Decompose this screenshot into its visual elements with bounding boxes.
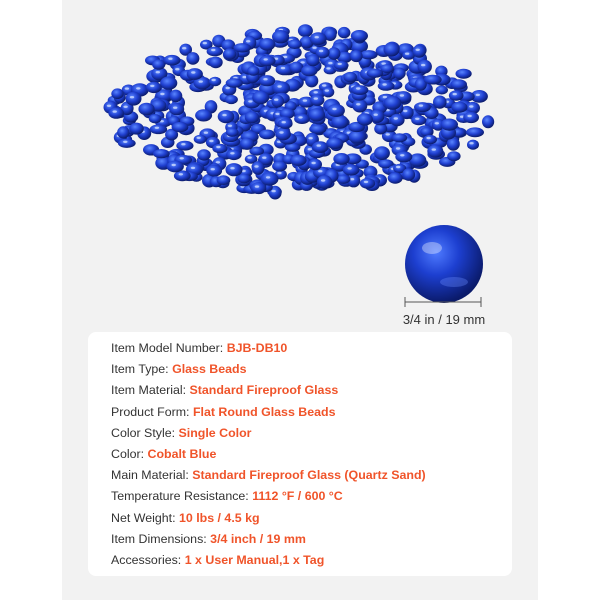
glass-bead — [259, 130, 275, 140]
spec-key: Item Material: — [111, 383, 187, 398]
glass-bead — [275, 128, 291, 141]
bead-highlight — [216, 161, 220, 163]
glass-bead — [449, 90, 464, 100]
spec-row — [111, 444, 426, 465]
glass-bead — [226, 163, 243, 176]
spec-key: Item Model Number: — [111, 341, 224, 355]
glass-bead — [424, 75, 442, 85]
glass-bead — [209, 77, 221, 87]
glass-bead — [212, 144, 227, 153]
glass-bead — [225, 95, 238, 104]
glass-bead — [436, 86, 448, 95]
glass-bead — [169, 103, 184, 115]
glass-bead — [328, 47, 341, 60]
bead-highlight — [467, 115, 471, 117]
glass-bead — [414, 102, 431, 112]
glass-bead — [252, 91, 269, 105]
spec-row — [111, 380, 426, 401]
bead-highlight — [123, 141, 127, 143]
bead-highlight — [263, 78, 267, 80]
bead-highlight — [347, 167, 351, 169]
bead-highlight — [230, 167, 234, 169]
glass-bead — [309, 124, 326, 134]
bead-highlight — [314, 97, 318, 99]
glass-bead — [206, 165, 222, 177]
bead-highlight — [396, 166, 400, 168]
bead-highlight — [400, 154, 404, 156]
spec-value: Flat Round Glass Beads — [192, 404, 336, 419]
glass-bead — [186, 52, 199, 65]
glass-bead — [374, 146, 390, 160]
glass-bead — [418, 60, 432, 74]
glass-bead — [160, 76, 177, 89]
glass-bead — [343, 164, 360, 175]
bead-highlight — [262, 157, 266, 159]
glass-bead — [413, 45, 426, 58]
glass-bead — [194, 135, 207, 144]
glass-bead — [388, 172, 403, 183]
bead-highlight — [279, 131, 283, 133]
bead-highlight — [315, 36, 319, 38]
glass-bead — [233, 43, 251, 52]
bead-highlight — [325, 89, 329, 91]
glass-bead — [402, 168, 415, 181]
glass-bead — [312, 141, 329, 153]
bead-highlight — [191, 71, 195, 73]
bead-highlight — [405, 53, 409, 55]
glass-bead — [252, 161, 265, 175]
glass-bead — [384, 43, 400, 57]
bead-highlight — [303, 99, 307, 101]
bead-highlight — [113, 110, 117, 112]
glass-bead — [261, 172, 279, 185]
bead-highlight — [175, 68, 179, 70]
glass-bead — [176, 141, 193, 151]
glass-bead — [259, 75, 275, 86]
bead-highlight — [453, 93, 457, 95]
bead-highlight — [211, 49, 215, 51]
spec-value: Cobalt Blue — [147, 446, 217, 461]
bead-highlight — [311, 162, 315, 164]
bead-highlight — [203, 42, 207, 44]
bead-highlight — [274, 99, 278, 101]
bead-highlight — [419, 104, 423, 106]
glass-bead — [350, 50, 363, 62]
bead-highlight — [396, 147, 400, 149]
glass-bead — [310, 32, 327, 45]
bead-highlight — [266, 176, 270, 178]
glass-bead — [218, 110, 235, 123]
glass-bead — [395, 151, 412, 162]
glass-bead — [301, 65, 317, 76]
glass-bead — [245, 111, 259, 123]
glass-bead — [271, 95, 284, 108]
bead-highlight — [426, 137, 430, 139]
glass-bead — [392, 133, 407, 142]
glass-bead — [467, 140, 479, 150]
spec-row — [111, 486, 426, 507]
bead-highlight — [228, 125, 232, 127]
glass-bead — [351, 30, 368, 42]
bead-highlight — [469, 105, 473, 107]
spec-value: 1 x User Manual,1 x Tag — [184, 552, 325, 567]
bead-highlight — [180, 157, 184, 159]
glass-bead — [447, 151, 460, 161]
bead-highlight — [226, 87, 230, 89]
bead-highlight — [317, 144, 321, 146]
bead-highlight — [168, 58, 172, 60]
glass-bead — [451, 102, 467, 113]
glass-bead — [163, 55, 180, 66]
bead-highlight — [322, 84, 326, 86]
spec-value: 3/4 inch / 19 mm — [210, 531, 306, 546]
glass-bead — [169, 90, 182, 103]
glass-bead — [393, 68, 405, 79]
bead-highlight — [156, 71, 160, 73]
glass-bead — [308, 159, 322, 171]
glass-bead — [240, 138, 254, 150]
bead-highlight — [247, 156, 251, 158]
glass-bead — [129, 123, 144, 135]
glass-bead — [223, 48, 236, 59]
glass-bead — [152, 59, 165, 70]
glass-bead — [433, 96, 447, 109]
bead-highlight — [277, 85, 281, 87]
bead-highlight — [356, 103, 360, 105]
glass-bead — [195, 109, 212, 121]
bead-highlight — [197, 137, 201, 139]
bead-highlight — [332, 108, 336, 110]
glass-bead — [352, 99, 367, 112]
glass-bead — [310, 94, 324, 106]
bead-highlight — [356, 87, 360, 89]
glass-bead — [322, 87, 334, 98]
spec-value: Standard Fireproof Glass (Quartz Sand) — [192, 468, 426, 483]
bead-highlight — [179, 173, 183, 175]
glass-bead — [357, 113, 373, 125]
bead-highlight — [281, 67, 285, 69]
bead-highlight — [312, 47, 316, 49]
glass-bead — [278, 119, 293, 129]
bead-highlight — [386, 133, 390, 135]
glass-bead — [288, 39, 302, 49]
glass-bead — [290, 155, 307, 166]
glass-bead — [456, 69, 472, 79]
glass-bead — [138, 103, 154, 116]
glass-bead — [226, 128, 239, 137]
glass-bead — [118, 139, 136, 148]
glass-bead — [327, 104, 345, 117]
bead-highlight — [107, 105, 111, 107]
spec-row — [111, 508, 426, 529]
glass-bead — [305, 74, 318, 87]
glass-bead — [247, 66, 259, 76]
bead-highlight — [382, 83, 386, 85]
bead-highlight — [172, 164, 176, 166]
glass-bead — [272, 81, 290, 94]
spec-row — [111, 338, 426, 359]
glass-bead — [423, 135, 437, 145]
bead-highlight — [182, 47, 186, 49]
bead-highlight — [416, 49, 420, 51]
glass-bead — [351, 85, 368, 95]
spec-row — [111, 529, 426, 550]
glass-bead — [197, 149, 211, 160]
bead-highlight — [476, 94, 480, 96]
bead-highlight — [415, 118, 419, 120]
glass-bead — [306, 54, 320, 66]
spec-key: Net Weight: — [111, 510, 176, 525]
glass-bead — [217, 175, 231, 185]
spec-key: Color Style: — [111, 425, 176, 440]
glass-bead — [167, 161, 184, 173]
bead-highlight — [271, 190, 275, 192]
spec-row — [111, 550, 426, 571]
glass-beads-pile-image — [62, 0, 538, 230]
spec-row — [111, 402, 426, 423]
bead-highlight — [350, 178, 354, 180]
bead-highlight — [255, 185, 259, 187]
bead-highlight — [275, 113, 279, 115]
glass-bead — [343, 72, 357, 82]
bead-highlight — [204, 132, 208, 134]
bead-highlight — [308, 137, 312, 139]
spec-value: Single Color — [178, 425, 252, 440]
glass-bead — [360, 50, 378, 59]
bead-highlight — [364, 181, 368, 183]
bead-highlight — [432, 148, 436, 150]
glass-bead — [427, 145, 443, 158]
glass-bead — [294, 114, 310, 124]
glass-bead — [108, 107, 124, 118]
glass-bead — [150, 125, 168, 135]
glass-bead — [450, 79, 467, 89]
bead-highlight — [374, 114, 378, 116]
spec-value: Standard Fireproof Glass — [189, 383, 339, 398]
spec-value: BJB-DB10 — [226, 341, 288, 355]
glass-bead — [298, 24, 313, 37]
glass-bead — [259, 38, 275, 51]
bead-highlight — [319, 50, 323, 52]
glass-bead — [482, 115, 494, 128]
bead-highlight — [230, 152, 234, 154]
glass-bead — [308, 108, 325, 121]
bead-highlight — [435, 122, 439, 124]
spec-key: Temperature Resistance: — [111, 489, 249, 504]
glass-bead — [466, 127, 484, 137]
spec-row — [111, 465, 426, 486]
bead-highlight — [254, 165, 258, 167]
spec-key: Main Material: — [111, 468, 189, 483]
bead-highlight — [181, 143, 185, 145]
spec-key: Item Type: — [111, 362, 169, 377]
glass-bead — [326, 138, 343, 149]
bead-highlight — [150, 85, 154, 87]
bead-size-label: 3/4 in / 19 mm — [402, 312, 486, 327]
bead-highlight — [136, 87, 140, 89]
glass-bead — [272, 30, 289, 43]
glass-bead — [348, 130, 366, 143]
bead-highlight — [318, 170, 322, 172]
glass-bead — [411, 115, 426, 125]
glass-bead — [117, 126, 129, 138]
spec-row — [111, 423, 426, 444]
bead-highlight — [314, 91, 318, 93]
glass-bead — [207, 47, 223, 57]
glass-bead — [226, 150, 241, 161]
glass-bead — [187, 68, 203, 80]
glass-bead — [149, 114, 162, 123]
glass-bead — [259, 56, 276, 67]
spec-value: 10 lbs / 4.5 kg — [178, 510, 260, 525]
bead-highlight — [469, 142, 473, 144]
glass-bead — [338, 27, 351, 38]
bead-highlight — [282, 121, 286, 123]
bead-highlight — [400, 94, 404, 96]
glass-bead — [380, 64, 393, 73]
glass-bead — [126, 92, 142, 106]
glass-bead — [360, 178, 375, 189]
bead-highlight — [191, 167, 195, 169]
bead-highlight — [216, 146, 220, 148]
bead-highlight — [160, 93, 164, 95]
glass-bead — [111, 88, 123, 99]
bead-highlight — [246, 40, 250, 42]
glass-bead — [331, 115, 348, 129]
bead-highlight — [421, 64, 425, 66]
bead-highlight — [173, 107, 177, 109]
bead-highlight — [403, 110, 407, 112]
bead-highlight — [125, 87, 129, 89]
bead-highlight — [394, 117, 398, 119]
glass-bead — [172, 122, 189, 132]
spec-key: Product Form: — [111, 404, 190, 419]
bead-highlight — [321, 179, 325, 181]
bead-highlight — [211, 168, 215, 170]
glass-bead — [317, 175, 332, 189]
bead-highlight — [264, 58, 268, 60]
bead-highlight — [222, 114, 226, 116]
spec-value: 1112 °F / 600 °C — [252, 489, 343, 504]
spec-value: Glass Beads — [172, 362, 247, 377]
glass-bead — [209, 57, 223, 69]
bead-highlight — [326, 67, 330, 69]
glass-bead — [238, 174, 251, 184]
bead-highlight — [209, 140, 213, 142]
glass-bead — [463, 112, 479, 123]
bead-highlight — [130, 96, 134, 98]
spec-key: Item Dimensions: — [111, 531, 207, 546]
dimension-line — [404, 296, 482, 308]
bead-highlight — [277, 172, 281, 174]
bead-highlight — [155, 127, 159, 129]
glass-bead — [333, 153, 349, 165]
bead-highlight — [199, 80, 203, 82]
glass-bead — [384, 96, 402, 110]
glass-bead — [336, 175, 350, 184]
glass-bead — [334, 61, 349, 70]
glass-bead — [146, 82, 162, 93]
bead-highlight — [123, 106, 127, 108]
bead-highlight — [211, 79, 215, 81]
bead-highlight — [328, 62, 332, 64]
spec-row — [111, 359, 426, 380]
spec-key: Accessories: — [111, 552, 182, 567]
glass-bead — [378, 81, 395, 91]
spec-key: Color: — [111, 446, 145, 461]
glass-bead — [153, 149, 170, 158]
glass-bead — [390, 114, 405, 126]
spec-list — [111, 338, 426, 571]
bead-highlight — [298, 116, 302, 118]
glass-bead — [441, 119, 458, 131]
glass-bead — [226, 78, 243, 87]
bead-highlight — [338, 63, 342, 65]
bead-highlight — [248, 100, 252, 102]
